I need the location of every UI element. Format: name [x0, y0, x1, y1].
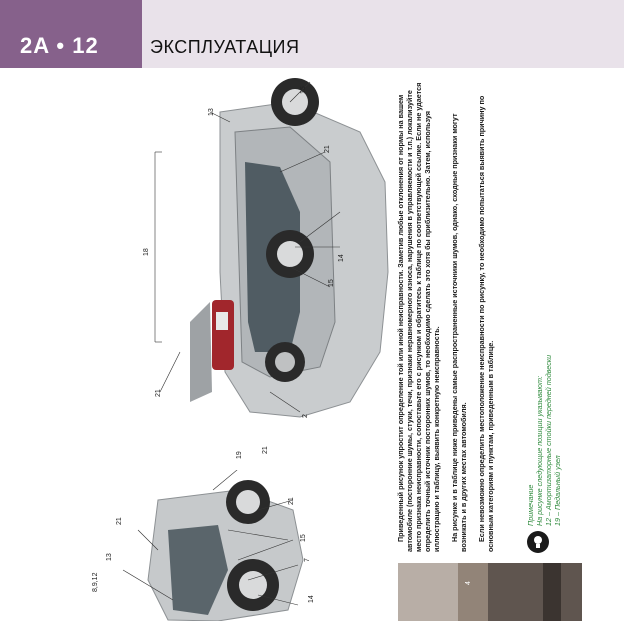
body-text	[396, 82, 495, 552]
callout-21b: 21	[155, 389, 162, 397]
callout-8-9-12: 8,9,12	[92, 572, 99, 592]
callout-2: 2	[302, 414, 309, 418]
callout-7: 7	[304, 558, 311, 562]
page-header	[0, 0, 624, 68]
callout-13b: 13	[106, 553, 113, 561]
callout-13a: 13	[208, 108, 215, 116]
callout-21a: 21	[324, 145, 331, 153]
note-title: Примечание	[526, 484, 535, 526]
paragraph-2: На рисунке и в таблице ниже приведены самые распространенные источники шумов, однако, сходные признаки могут возникать и в других местах автомобиля.	[450, 113, 468, 552]
note-line-3: 19 – Педальный узел	[553, 455, 562, 526]
car-illustration-rear	[150, 72, 400, 442]
page-title: ЭКСПЛУАТАЦИЯ	[150, 37, 300, 57]
callout-15b: 15	[328, 279, 335, 287]
paragraph-3: Если невозможно определить местоположение неисправности по рисунку, то необходимо попытаться выявить причину по основным категориям и пунктам, приведенным в таблице.	[477, 95, 495, 552]
paragraph-1: Приведенный рисунок упростит определение той или иной неисправности. Заметив любые отклонения от нормы на вашем автомобиле (посторонние шумы, стуки, течи, признаки неравномерного износа, нарушения в управляемости и т.п.) локализуйте место признака неисправности, сопоставьте его с рисунком и обратитесь к таблице по соответствующей ссылке. Если не удается определить точный источник посторонних шумов, то необходимо сделать это хотя бы приблизительно. Затем, используя иллюстрацию и таблицу, выявить конкретную неисправность.	[396, 82, 441, 552]
detail-photo	[398, 563, 582, 621]
note-line-2: 12 – Амортизаторные стойки передней подвески	[544, 354, 553, 526]
section-number: 2A • 12	[20, 33, 99, 58]
callout-photo-4: 4	[465, 581, 472, 585]
note-line-1: На рисунке следующие позиции указывают:	[535, 376, 544, 526]
callout-15a: 15	[300, 86, 307, 94]
note-block	[526, 326, 562, 526]
license-plate	[216, 312, 228, 330]
callout-15c: 15	[300, 534, 307, 542]
callout-21c: 21	[262, 446, 269, 454]
callout-21e: 21	[116, 517, 123, 525]
callout-18: 18	[143, 248, 150, 256]
car-illustration-front	[118, 470, 328, 621]
callout-19: 19	[236, 451, 243, 459]
callout-14a: 14	[338, 254, 345, 262]
callout-21d: 21	[288, 497, 295, 505]
callout-14b: 14	[308, 595, 315, 603]
note-icon	[526, 530, 550, 554]
